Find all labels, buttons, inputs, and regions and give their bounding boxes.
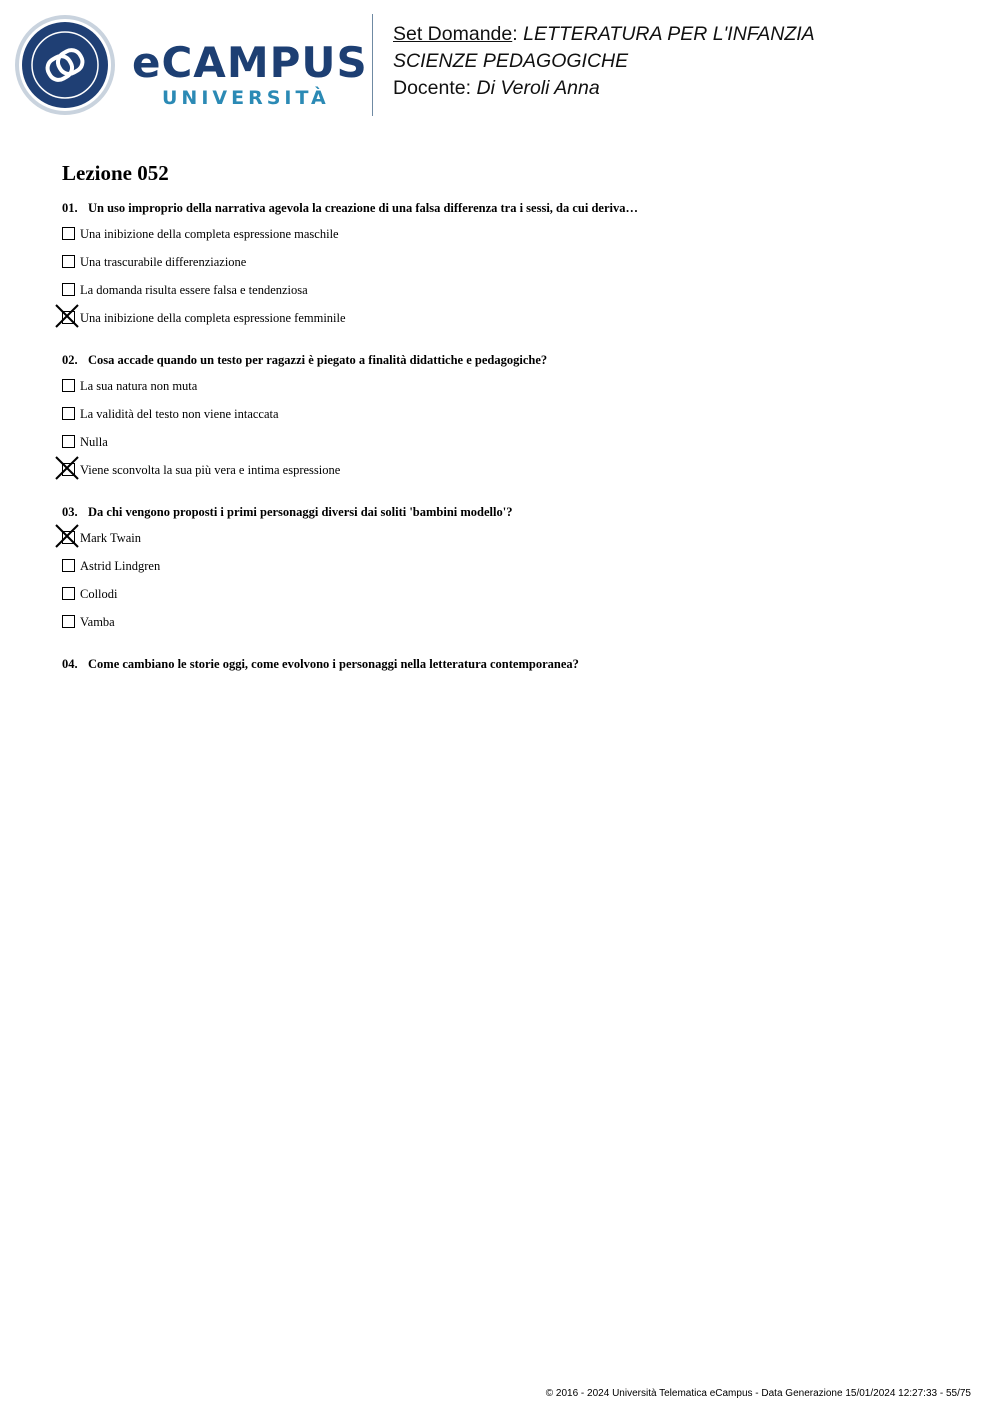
logo-word: eCAMPUS (132, 38, 368, 87)
question-1 (62, 200, 962, 328)
teacher-line (393, 75, 815, 102)
header-divider (372, 14, 373, 116)
answer-option[interactable] (62, 434, 962, 452)
answer-option[interactable] (62, 310, 962, 328)
checkbox-checked[interactable] (62, 311, 75, 324)
option-label: Una trascurabile differenziazione (80, 255, 247, 269)
question-number: 03. (62, 505, 78, 519)
ecampus-seal-logo (14, 14, 116, 116)
checkbox[interactable] (62, 379, 75, 392)
option-label: Una inibizione della completa espressione maschile (80, 227, 339, 241)
question-number: 02. (62, 353, 78, 367)
checkbox[interactable] (62, 435, 75, 448)
checkbox[interactable] (62, 407, 75, 420)
option-label: Nulla (80, 435, 108, 449)
option-label: Astrid Lindgren (80, 559, 161, 573)
question-text (62, 656, 962, 672)
answer-option[interactable] (62, 462, 962, 480)
ecampus-wordmark (132, 38, 368, 118)
answer-option[interactable] (62, 530, 962, 548)
question-text (62, 200, 962, 216)
option-label: Vamba (80, 615, 115, 629)
question-text (62, 504, 962, 520)
checkbox[interactable] (62, 559, 75, 572)
question-label: Un uso improprio della narrativa agevola la creazione di una falsa differenza tra i sessi, da cui deriva… (88, 201, 638, 215)
set-line (393, 21, 815, 48)
question-list (62, 200, 962, 672)
answer-option[interactable] (62, 226, 962, 244)
answer-option[interactable] (62, 378, 962, 396)
checkbox-checked[interactable] (62, 531, 75, 544)
question-number: 01. (62, 201, 78, 215)
header-info (393, 21, 815, 102)
teacher-name: Di Veroli Anna (476, 77, 600, 99)
option-label: La domanda risulta essere falsa e tendenziosa (80, 283, 308, 297)
answer-option[interactable] (62, 406, 962, 424)
lesson-title: Lezione 052 (62, 161, 169, 185)
question-4 (62, 656, 962, 672)
question-2 (62, 352, 962, 480)
question-label: Da chi vengono proposti i primi personaggi diversi dai soliti 'bambini modello'? (88, 505, 513, 519)
quiz-content (62, 158, 962, 696)
logo-sub: UNIVERSITÀ (162, 87, 330, 109)
question-label: Come cambiano le storie oggi, come evolvono i personaggi nella letteratura contemporanea? (88, 657, 579, 671)
question-text (62, 352, 962, 368)
option-label: Una inibizione della completa espressione femminile (80, 311, 346, 325)
question-3 (62, 504, 962, 632)
page-header (0, 0, 1000, 130)
x-mark-icon (55, 456, 83, 484)
answer-option[interactable] (62, 614, 962, 632)
checkbox[interactable] (62, 587, 75, 600)
x-mark-icon (55, 524, 83, 552)
answer-option[interactable] (62, 254, 962, 272)
answer-option[interactable] (62, 586, 962, 604)
teacher-label: Docente: (393, 77, 472, 99)
checkbox[interactable] (62, 255, 75, 268)
option-label: La sua natura non muta (80, 379, 198, 393)
option-label: Collodi (80, 587, 118, 601)
option-label: La validità del testo non viene intaccata (80, 407, 279, 421)
question-number: 04. (62, 657, 78, 671)
set-colon: : (512, 23, 518, 45)
answer-option[interactable] (62, 558, 962, 576)
x-mark-icon (55, 304, 83, 332)
program-name: SCIENZE PEDAGOGICHE (393, 50, 629, 72)
set-label: Set Domande (393, 23, 513, 45)
checkbox-checked[interactable] (62, 463, 75, 476)
checkbox[interactable] (62, 283, 75, 296)
page-footer: © 2016 - 2024 Università Telematica eCampus - Data Generazione 15/01/2024 12:27:33 - 55/75 (545, 1388, 971, 1399)
answer-option[interactable] (62, 282, 962, 300)
question-label: Cosa accade quando un testo per ragazzi è piegato a finalità didattiche e pedagogiche? (88, 353, 548, 367)
option-label: Viene sconvolta la sua più vera e intima espressione (80, 463, 341, 477)
option-label: Mark Twain (80, 531, 142, 545)
course-name: LETTERATURA PER L'INFANZIA (523, 23, 815, 45)
checkbox[interactable] (62, 615, 75, 628)
checkbox[interactable] (62, 227, 75, 240)
